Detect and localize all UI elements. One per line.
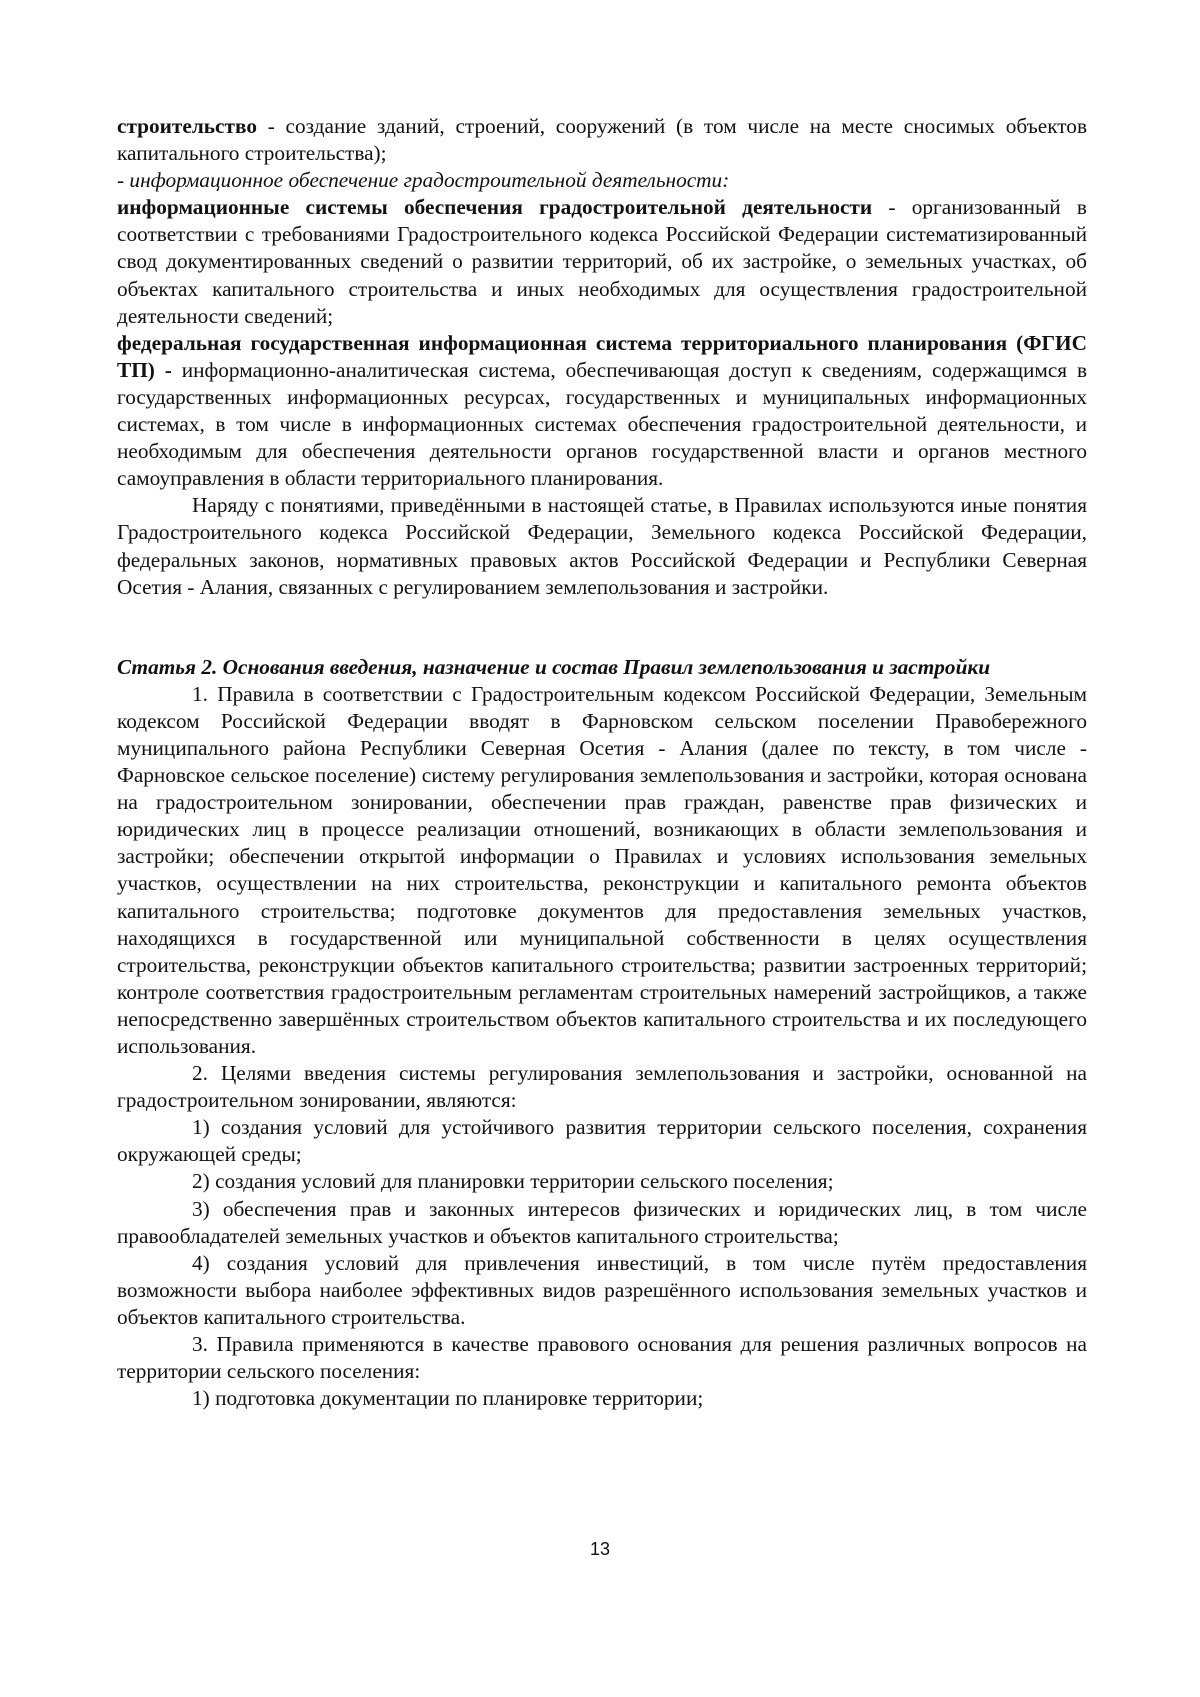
article-item: 3) обеспечения прав и законных интересов физических и юридических лиц, в том числе правообладателей земельных участков и объектов капитального строительства; bbox=[117, 1196, 1087, 1248]
article-item: 1) создания условий для устойчивого развития территории сельского поселения, сохранения окружающей среды; bbox=[117, 1115, 1087, 1167]
article-item: 1) подготовка документации по планировке территории; bbox=[192, 1386, 704, 1411]
article-2-heading: Статья 2. Основания введения, назначение и состав Правил землепользования и застройки bbox=[117, 654, 991, 679]
term-construction: строительство bbox=[117, 114, 257, 138]
definition-information-systems-text: - организованный в соответствии с требованиями Градостроительного кодекса Российской Федерации систематизированный свод документированных сведений о развитии территорий, об их застройке, о земельных участках, об объектах капитального строительства и иных необходимых для осуществления градостроительной деятельности сведений; bbox=[117, 195, 1087, 328]
article-item: 4) создания условий для привлечения инвестиций, в том числе путём предоставления возможности выбора наиболее эффективных видов разрешённого использования земельных участков и объектов капитального строительства. bbox=[117, 1250, 1087, 1329]
term-fgis-tp: федеральная государственная информационная система территориального планирования (ФГИС ТП) - bbox=[117, 330, 1087, 382]
term-information-systems: информационные системы обеспечения градостроительной деятельности bbox=[117, 195, 873, 220]
definition-fgis-tp-text: информационно-аналитическая система, обеспечивающая доступ к сведениям, содержащимся в государственных информационных ресурсах, государственных и муниципальных информационных системах, в том числе в информационных системах обеспечения градостроительной деятельности, и необходимым для обеспечения деятельности органов государственной власти и органов местного самоуправления в области территориального планирования. bbox=[117, 357, 1088, 491]
article-item: 2. Целями введения системы регулирования землепользования и застройки, основанной на градостроительном зонировании, являются: bbox=[117, 1061, 1087, 1113]
page-number: 13 bbox=[589, 1539, 611, 1559]
article-item: 1. Правила в соответствии с Градостроительным кодексом Российской Федерации, Земельным кодексом Российской Федерации вводят в Фарновском сельском поселении Правобережного муниципального района Республики Северная Осетия - Алания (далее по тексту, в том числе - Фарновское сельское поселение) систему регулирования землепользования и застройки, которая основана на градостроительном зонировании, обеспечении прав граждан, равенстве прав физических и юридических лиц в процессе реализации отношений, возникающих в области землепользования и застройки; обеспечении открытой информации о Правилах и условиях использования земельных участков, осуществлении на них строительства, реконструкции и капитального ремонта объектов капитального строительства; подготовке документов для предоставления земельных участков, находящихся в государственной или муниципальной собственности в целях осуществления строительства, реконструкции объектов капитального строительства; развитии застроенных территорий; контроле соответствия градостроительным регламентам строительных намерений застройщиков, а также непосредственно завершённых строительством объектов капитального строительства и их последующего использования. bbox=[117, 681, 1087, 1058]
paragraph-other-concepts: Наряду с понятиями, приведёнными в настоящей статье, в Правилах используются иные понятия Градостроительного кодекса Российской Федерации, Земельного кодекса Российской Федерации, федеральных законов, нормативных правовых актов Российской Федерации и Республики Северная Осетия - Алания, связанных с регулированием землепользования и застройки. bbox=[117, 493, 1087, 599]
definition-construction-text: - создание зданий, строений, сооружений (в том числе на месте сносимых объектов капитального строительства); bbox=[117, 114, 1087, 166]
document-page bbox=[117, 113, 1087, 1412]
definition-information-systems bbox=[117, 194, 1087, 329]
article-item: 2) создания условий для планировки территории сельского поселения; bbox=[192, 1169, 834, 1194]
definition-construction bbox=[117, 113, 1087, 167]
subsection-information-support: - информационное обеспечение градостроительной деятельности: bbox=[117, 168, 730, 193]
definition-fgis-tp bbox=[117, 330, 1087, 493]
article-item: 3. Правила применяются в качестве правового основания для решения различных вопросов на территории сельского поселения: bbox=[117, 1332, 1087, 1384]
